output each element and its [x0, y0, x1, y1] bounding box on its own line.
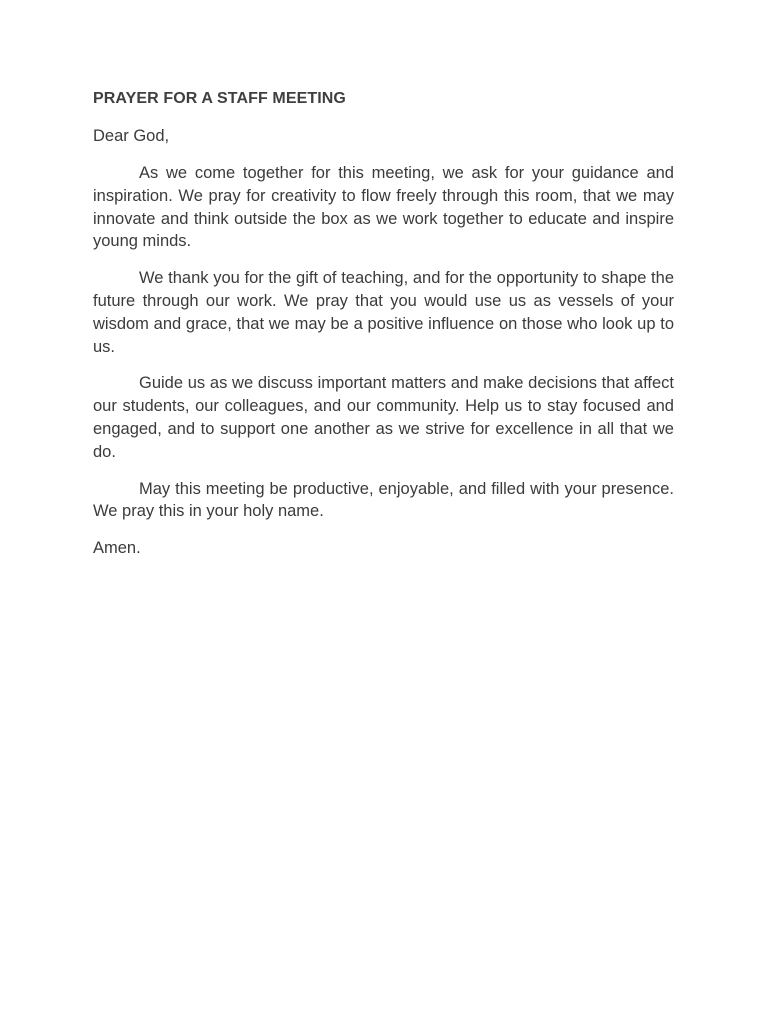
document-title: PRAYER FOR A STAFF MEETING: [93, 90, 346, 107]
paragraph: May this meeting be productive, enjoyable, and filled with your presence. We pray this in your holy name.: [93, 479, 674, 521]
paragraph: As we come together for this meeting, we ask for your guidance and inspiration. We pray for creativity to flow freely through this room, that we may innovate and think outside the box as we work together to educate and inspire young minds.: [93, 164, 674, 251]
paragraph: We thank you for the gift of teaching, and for the opportunity to shape the future through our work. We pray that you would use us as vessels of your wisdom and grace, that we may be a positive influence on those who look up to us.: [93, 269, 674, 356]
closing: Amen.: [93, 539, 141, 558]
salutation: Dear God,: [93, 127, 170, 145]
document-page: [93, 88, 674, 559]
paragraph: Guide us as we discuss important matters and make decisions that affect our students, our colleagues, and our community. Help us to stay focused and engaged, and to support one another as we strive for excellence in all that we do.: [93, 374, 674, 461]
